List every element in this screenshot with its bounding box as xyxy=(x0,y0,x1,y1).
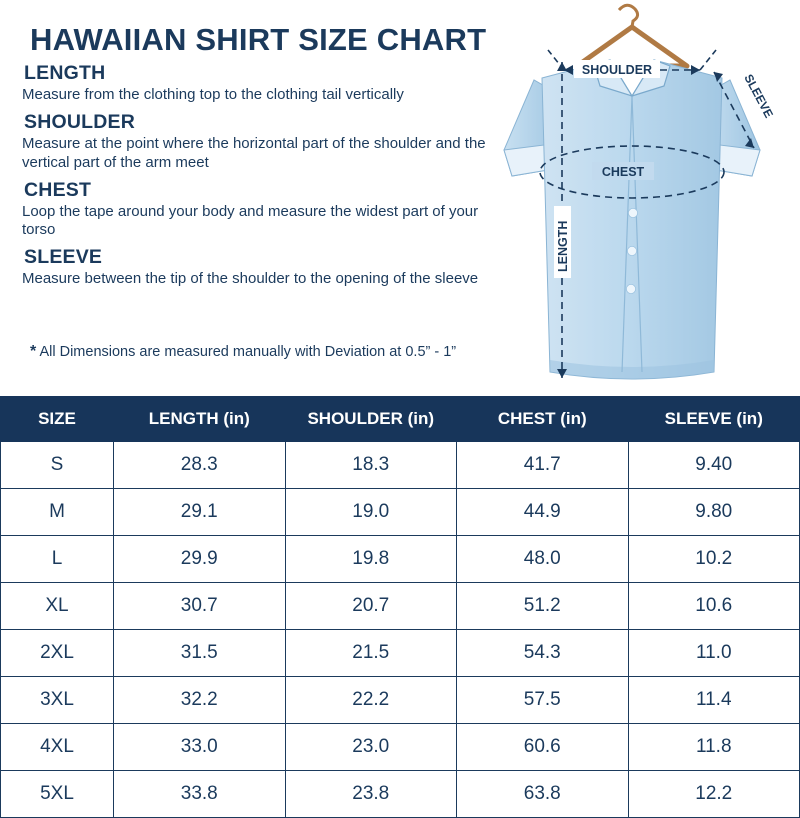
hanger-icon xyxy=(577,5,687,66)
definition-description: Measure between the tip of the shoulder to the opening of the sleeve xyxy=(22,270,479,288)
definition-chest xyxy=(22,179,492,240)
length-label: LENGTH xyxy=(556,220,570,272)
size-table-container xyxy=(0,396,800,818)
cell-chest: 48.0 xyxy=(457,536,629,583)
size-table-body xyxy=(1,442,800,818)
cell-shoulder: 23.8 xyxy=(285,771,457,818)
header-size: SIZE xyxy=(1,397,114,442)
cell-size: 2XL xyxy=(1,630,114,677)
deviation-note xyxy=(30,343,456,361)
cell-length: 28.3 xyxy=(114,442,286,489)
cell-size: 3XL xyxy=(1,677,114,724)
table-row xyxy=(1,630,800,677)
cell-sleeve: 10.6 xyxy=(628,583,800,630)
definition-term: CHEST xyxy=(24,178,92,201)
cell-size: L xyxy=(1,536,114,583)
cell-chest: 51.2 xyxy=(457,583,629,630)
cell-chest: 57.5 xyxy=(457,677,629,724)
table-row xyxy=(1,771,800,818)
cell-length: 29.9 xyxy=(114,536,286,583)
cell-sleeve: 11.0 xyxy=(628,630,800,677)
cell-size: S xyxy=(1,442,114,489)
definition-description: Measure at the point where the horizontal part of the shoulder and the vertical part of the arm meet xyxy=(22,135,486,171)
definition-term: SHOULDER xyxy=(24,111,136,134)
header-chest: CHEST (in) xyxy=(457,397,629,442)
cell-chest: 60.6 xyxy=(457,724,629,771)
cell-sleeve: 11.8 xyxy=(628,724,800,771)
cell-shoulder: 18.3 xyxy=(285,442,457,489)
definition-length xyxy=(22,62,492,104)
table-row xyxy=(1,536,800,583)
header-shoulder: SHOULDER (in) xyxy=(285,397,457,442)
shoulder-label: SHOULDER xyxy=(581,63,653,77)
definition-description: Measure from the clothing top to the clothing tail vertically xyxy=(22,86,404,103)
size-table xyxy=(0,396,800,818)
cell-size: 5XL xyxy=(1,771,114,818)
size-table-head xyxy=(1,397,800,442)
cell-shoulder: 22.2 xyxy=(285,677,457,724)
chest-label: CHEST xyxy=(601,165,645,179)
definition-shoulder xyxy=(22,111,492,172)
asterisk-icon: * xyxy=(30,343,37,360)
cell-length: 33.0 xyxy=(114,724,286,771)
cell-shoulder: 20.7 xyxy=(285,583,457,630)
cell-sleeve: 12.2 xyxy=(628,771,800,818)
cell-chest: 63.8 xyxy=(457,771,629,818)
cell-chest: 41.7 xyxy=(457,442,629,489)
table-header-row xyxy=(1,397,800,442)
cell-size: M xyxy=(1,489,114,536)
table-row xyxy=(1,724,800,771)
top-section xyxy=(0,0,800,392)
cell-length: 33.8 xyxy=(114,771,286,818)
cell-sleeve: 9.80 xyxy=(628,489,800,536)
cell-sleeve: 10.2 xyxy=(628,536,800,583)
cell-shoulder: 23.0 xyxy=(285,724,457,771)
table-row xyxy=(1,489,800,536)
cell-length: 32.2 xyxy=(114,677,286,724)
definition-term: SLEEVE xyxy=(24,246,103,269)
table-row xyxy=(1,677,800,724)
shirt-illustration xyxy=(482,0,792,392)
page-title: HAWAIIAN SHIRT SIZE CHART xyxy=(30,22,487,57)
definition-description: Loop the tape around your body and measure the widest part of your torso xyxy=(22,202,479,239)
cell-size: XL xyxy=(1,583,114,630)
sleeve-label: SLEEVE xyxy=(741,71,776,121)
cell-length: 30.7 xyxy=(114,583,286,630)
cell-shoulder: 21.5 xyxy=(285,630,457,677)
cell-shoulder: 19.0 xyxy=(285,489,457,536)
cell-sleeve: 9.40 xyxy=(628,442,800,489)
cell-chest: 44.9 xyxy=(457,489,629,536)
cell-length: 29.1 xyxy=(114,489,286,536)
cell-sleeve: 11.4 xyxy=(628,677,800,724)
definition-sleeve xyxy=(22,246,492,288)
header-sleeve: SLEEVE (in) xyxy=(628,397,800,442)
definition-term: LENGTH xyxy=(24,62,106,84)
header-length: LENGTH (in) xyxy=(114,397,286,442)
table-row xyxy=(1,442,800,489)
cell-length: 31.5 xyxy=(114,630,286,677)
cell-shoulder: 19.8 xyxy=(285,536,457,583)
cell-chest: 54.3 xyxy=(457,630,629,677)
table-row xyxy=(1,583,800,630)
cell-size: 4XL xyxy=(1,724,114,771)
deviation-note-text: All Dimensions are measured manually with Deviation at 0.5” - 1” xyxy=(39,344,457,360)
measurement-definitions xyxy=(22,62,492,296)
